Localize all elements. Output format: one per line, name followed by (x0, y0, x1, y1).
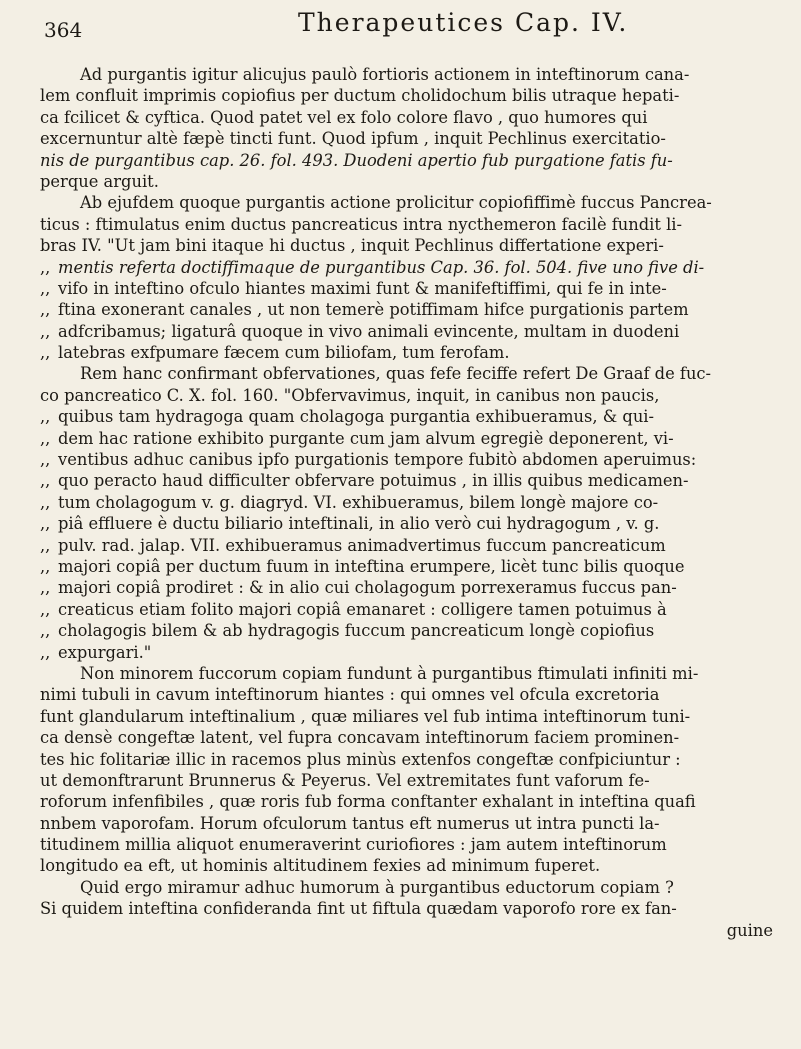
text-line: ,, creaticus etiam folito majori copiâ emanaret : colligere tamen potuimus à (40, 599, 667, 619)
text-line: tes hic folitariæ illic in racemos plus minùs extenfos congeftæ confpiciuntur : (40, 749, 681, 769)
text-line: funt glandularum inteftinalium , quæ miliares vel fub intima inteftinorum tuni- (40, 706, 691, 726)
text-line: longitudo ea eft, ut hominis altitudinem fexies ad minimum fuperet. (40, 856, 601, 876)
text-line: ,, quibus tam hydragoga quam cholagoga purgantia exhibueramus, & qui- (40, 407, 655, 427)
text-line: ,, piâ effluere è ductu biliario inteftinali, in alio verò cui hydragogum , v. g. (40, 514, 660, 534)
text-line: perque arguit. (40, 171, 159, 191)
catchword: guine (726, 920, 773, 940)
text-line: roforum infenfibiles , quæ roris fub forma conftanter exhalant in inteftina quafi (40, 792, 696, 812)
text-line: Non minorem fuccorum copiam fundunt à purgantibus ftimulati infiniti mi- (80, 663, 699, 683)
text-line: nis de purgantibus cap. 26. fol. 493. Duodeni apertio fub purgatione fatis fu- (40, 150, 673, 170)
text-line: ,, majori copiâ prodiret : & in alio cui cholagogum porrexeramus fuccus pan- (40, 578, 677, 598)
text-line: ticus : ftimulatus enim ductus pancreaticus intra nycthemeron facilè fundit li- (40, 214, 683, 234)
text-line: ,, latebras exfpumare fæcem cum biliofam, tum ferofam. (40, 343, 510, 363)
text-line: ,, tum cholagogum v. g. diagryd. VI. exhibueramus, bilem longè majore co- (40, 492, 659, 512)
text-line: bras IV. "Ut jam bini itaque hi ductus , inquit Pechlinus differtatione experi- (40, 236, 664, 256)
text-line: ca fcilicet & cyftica. Quod patet vel ex folo colore flavo , quo humores qui (40, 107, 648, 127)
text-line: ,, dem hac ratione exhibito purgante cum jam alvum egregiè deponerent, vi- (40, 428, 674, 448)
text-line: ,, ventibus adhuc canibus ipfo purgationis tempore fubitò abdomen aperuimus: (40, 450, 697, 470)
text-line: titudinem millia aliquot enumeraverint curiofiores : jam autem inteftinorum (40, 835, 667, 855)
page-header (44, 4, 784, 44)
text-line: lem confluit imprimis copiofius per ductum cholidochum bilis utraque hepati- (40, 86, 680, 106)
text-line: ,, vifo in inteftino ofculo hiantes maximi funt & manifeftiffimi, qui fe in inte- (40, 278, 667, 298)
text-line: ca densè congeftæ latent, vel fupra concavam inteftinorum faciem prominen- (40, 728, 680, 748)
text-line: Si quidem inteftina confideranda fint ut fiftula quædam vaporofo rore ex fan- (40, 899, 677, 919)
running-title: Therapeutices Cap. IV. (298, 8, 629, 37)
text-line: excernuntur altè fæpè tincti funt. Quod ipfum , inquit Pechlinus exercitatio- (40, 129, 666, 149)
page-number: 364 (44, 18, 83, 42)
text-line: ,, expurgari." (40, 642, 152, 662)
text-line: ,, cholagogis bilem & ab hydragogis fuccum pancreaticum longè copiofius (40, 621, 655, 641)
text-line: ut demonftrarunt Brunnerus & Peyerus. Vel extremitates funt vaforum fe- (40, 770, 650, 790)
text-line: ,, majori copiâ per ductum fuum in inteftina erumpere, licèt tunc bilis quoque (40, 556, 685, 576)
text-line: Ad purgantis igitur alicujus paulò fortioris actionem in inteftinorum cana- (80, 65, 690, 84)
text-line: Quid ergo miramur adhuc humorum à purgantibus eductorum copiam ? (80, 877, 674, 897)
text-line: ,, ftina exonerant canales , ut non temerè potiffimam hifce purgationis partem (40, 300, 689, 320)
text-line: ,, quo peracto haud difficulter obfervare potuimus , in illis quibus medicamen- (40, 471, 689, 491)
text-line: nimi tubuli in cavum inteftinorum hiantes : qui omnes vel ofcula excretoria (40, 685, 660, 705)
text-line: ,, pulv. rad. jalap. VII. exhibueramus animadvertimus fuccum pancreaticum (40, 535, 666, 555)
text-body (40, 64, 785, 941)
text-line: ,, mentis referta doctiffimaque de purgantibus Cap. 36. fol. 504. five uno five di- (40, 257, 705, 277)
text-line: co pancreatico C. X. fol. 160. "Obfervavimus, inquit, in canibus non paucis, (40, 385, 660, 405)
text-line: nnbem vaporofam. Horum ofculorum tantus eft numerus ut intra puncti la- (40, 813, 660, 833)
text-line: ,, adfcribamus; ligaturâ quoque in vivo animali evincente, multam in duodeni (40, 321, 680, 341)
text-line: Rem hanc confirmant obfervationes, quas fefe feciffe refert De Graaf de fuc- (80, 364, 712, 384)
text-line: Ab ejufdem quoque purgantis actione prolicitur copiofiffimè fuccus Pancrea- (80, 193, 712, 213)
